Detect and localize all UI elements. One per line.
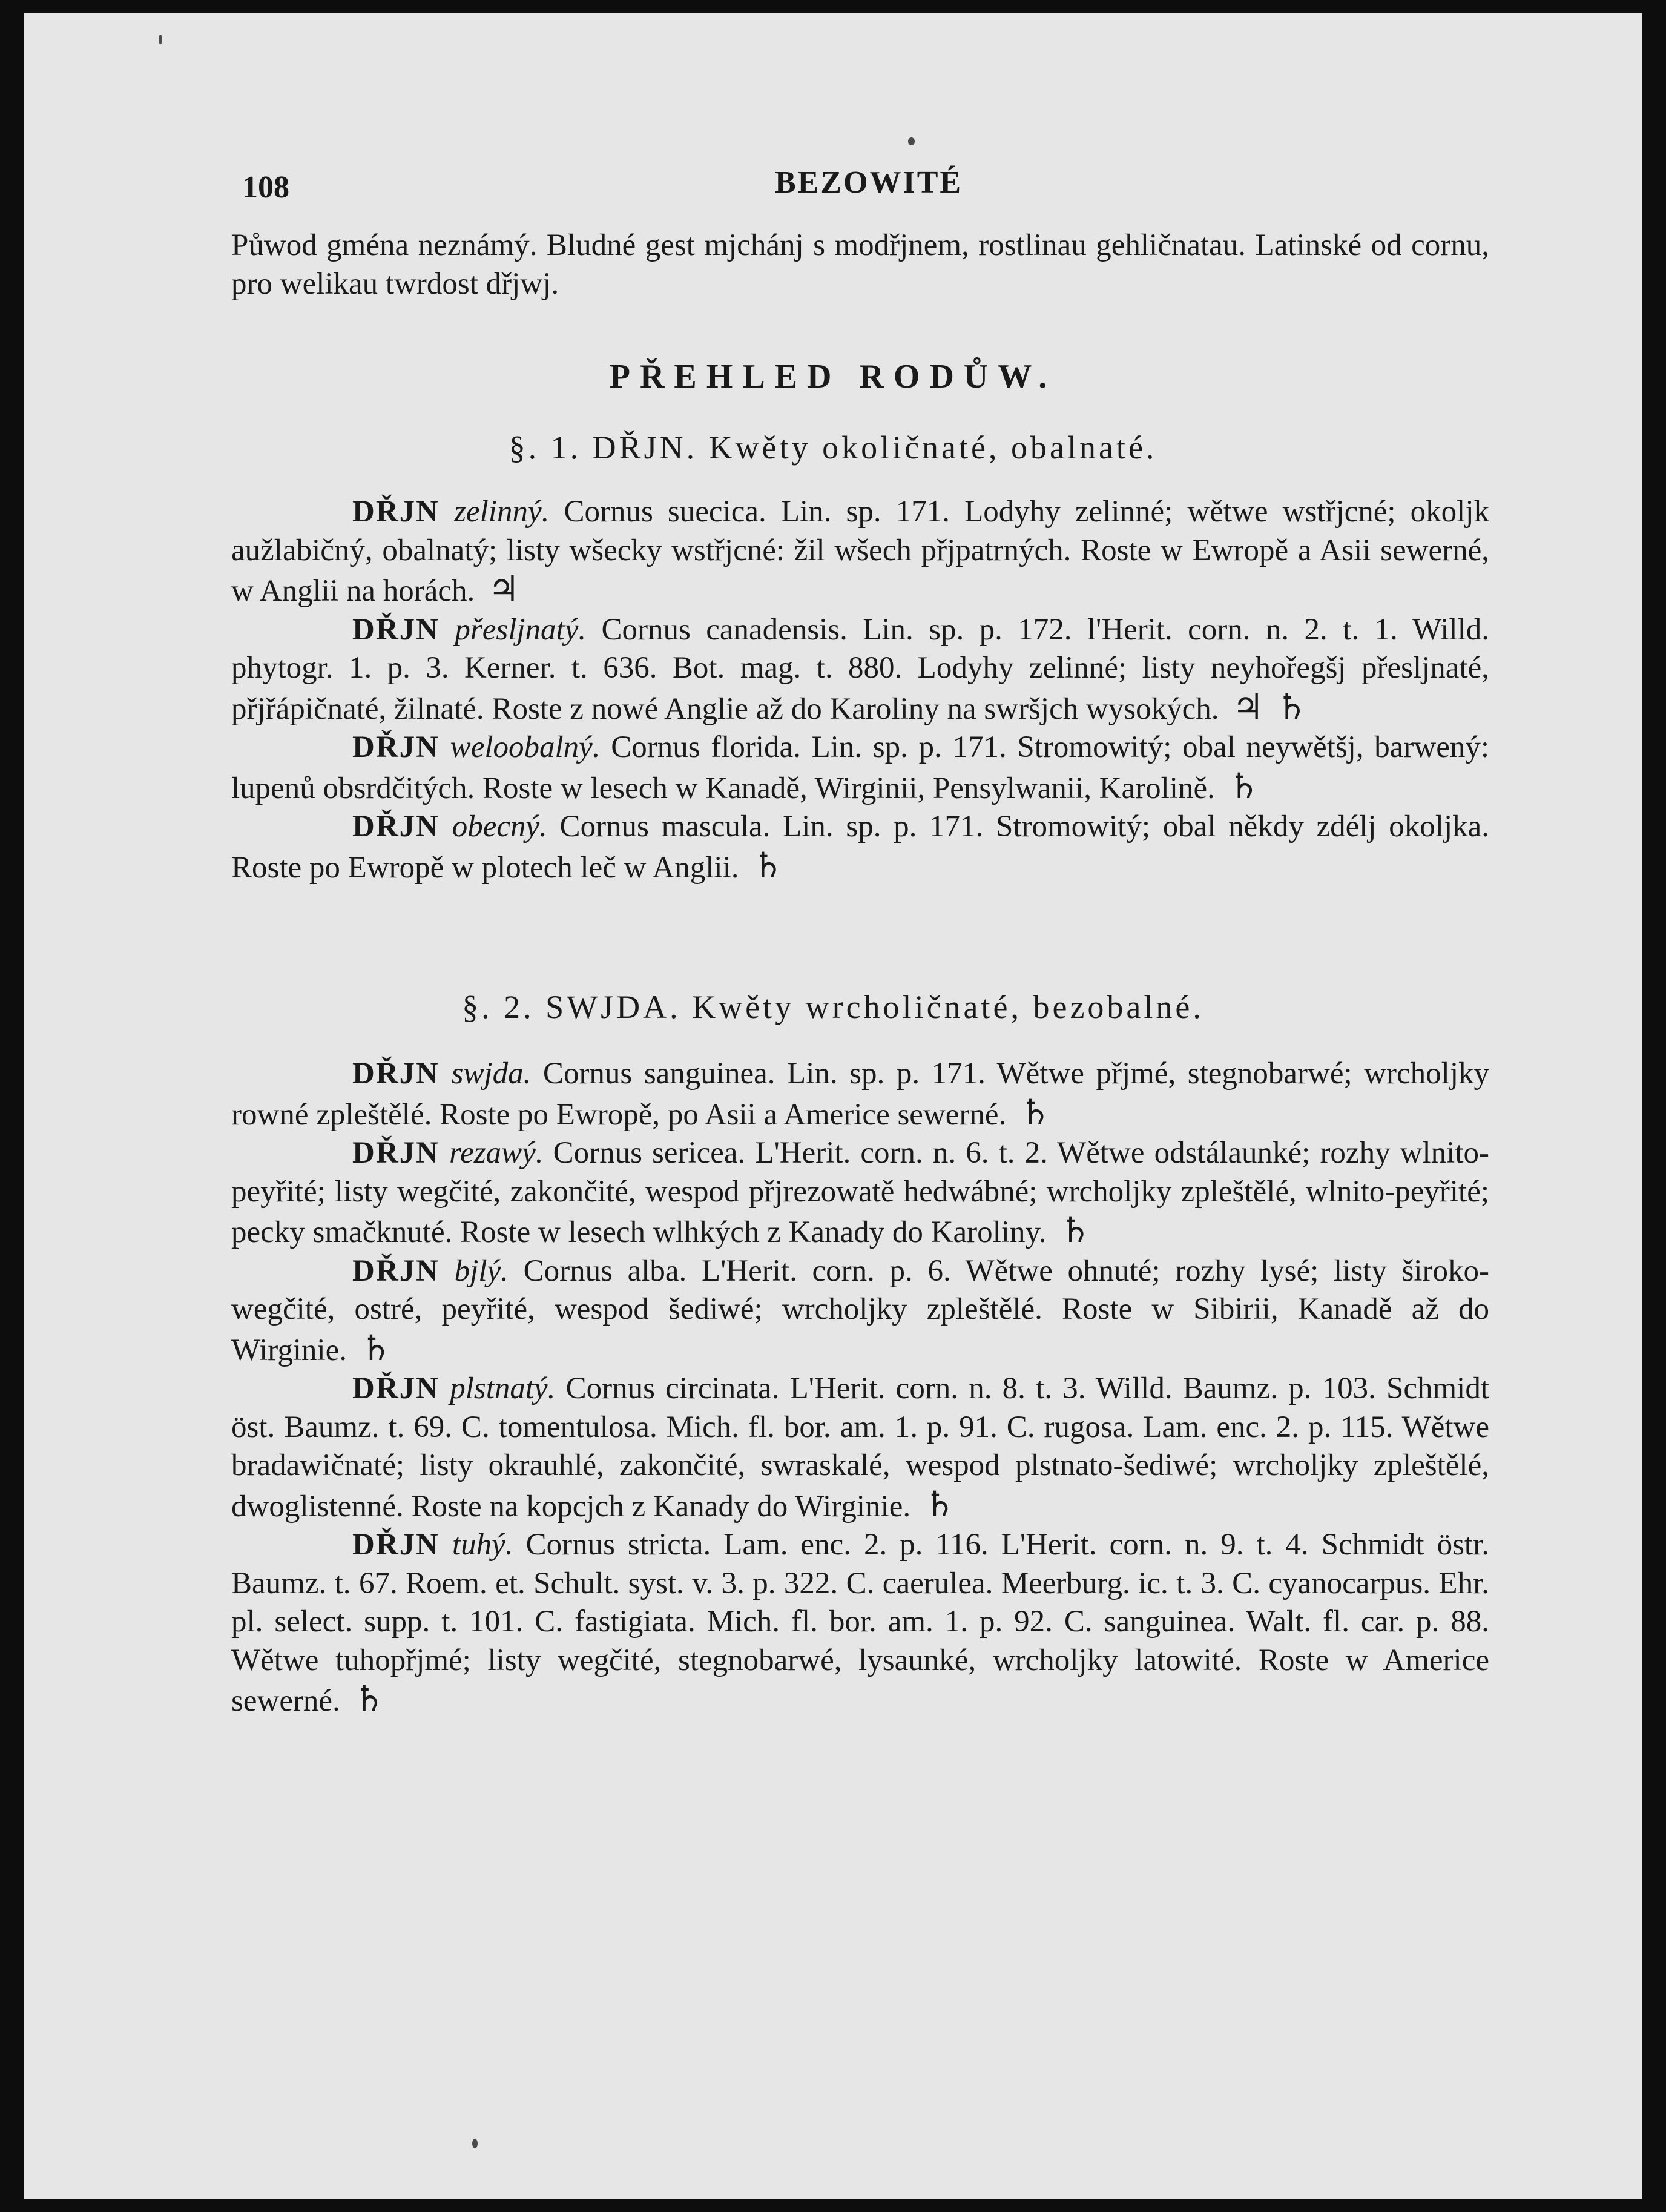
genus-name: DŘJN <box>352 810 440 844</box>
species-entry <box>231 808 1489 887</box>
jupiter-symbol: ♃ <box>488 568 520 609</box>
genus-name: DŘJN <box>352 730 440 764</box>
species-epithet: rezawý. <box>449 1136 544 1170</box>
section-1-entries <box>231 493 1489 887</box>
entry-description: Cornus alba. L'Herit. corn. p. 6. Wětwe ohnuté; rozhy lysé; listy široko-wegčité, ostré, peyřité, wespod šediwé; wrcholjky zpleštělé. Roste w Sibirii, Kanadě až do Wirginie. <box>231 1253 1489 1367</box>
entry-description: Cornus stricta. Lam. enc. 2. p. 116. L'Herit. corn. n. 9. t. 4. Schmidt östr. Baumz. t. 67. Roem. et. Schult. syst. v. 3. p. 322. C. caerulea. Meerburg. ic. t. 3. C. cyanocarpus. Ehr. pl. select. supp. t. 101. C. fastigiata. Mich. fl. bor. am. 1. p. 92. C. sanguinea. Walt. fl. car. p. 88. Wětwe tuhopřjmé; listy wegčité, stegnobarwé, lysaunké, wrcholjky latowité. Roste w Americe sewerné. <box>231 1528 1490 1718</box>
scan-speck <box>908 137 915 145</box>
entry-description: Cornus sanguinea. Lin. sp. p. 171. Wětwe přjmé, stegnobarwé; wrcholjky rowné zpleštělé. Roste po Ewropě, po Asii a Americe sewerné. <box>231 1057 1490 1132</box>
species-entry <box>231 1526 1489 1721</box>
saturn-symbol: ♄ <box>924 1483 956 1525</box>
species-entry <box>231 1055 1489 1134</box>
species-entry <box>231 1134 1489 1252</box>
species-epithet: tuhý. <box>452 1528 513 1562</box>
species-entry <box>231 728 1489 808</box>
running-title: BEZOWITÉ <box>775 165 963 200</box>
saturn-symbol: ♄ <box>1059 1209 1091 1250</box>
genus-name: DŘJN <box>352 1253 440 1288</box>
species-epithet: obecný. <box>452 810 547 844</box>
entry-description: Cornus florida. Lin. sp. p. 171. Stromowitý; obal neywětšj, barwený: lupenů obsrdčitých. Roste w lesech w Kanadě, Wirginii, Pensylwanii, Karolině. <box>231 730 1490 805</box>
jupiter-saturn-symbols: ♃ ♄ <box>1232 685 1308 727</box>
genus-name: DŘJN <box>352 612 440 647</box>
section-2-entries <box>231 1055 1489 1721</box>
saturn-symbol: ♄ <box>1228 765 1260 807</box>
species-entry <box>231 493 1489 611</box>
species-entry <box>231 1370 1489 1526</box>
genus-name: DŘJN <box>352 1057 440 1091</box>
genus-name: DŘJN <box>352 1372 440 1405</box>
species-entry <box>231 1252 1489 1370</box>
scan-speck <box>472 2139 478 2148</box>
entry-description: Cornus sericea. L'Herit. corn. n. 6. t. 2. Wětwe odstálaunké; rozhy wlnito-peyřité; listy wegčité, zakončité, wespod přjrezowatě hedwábné; wrcholjky zpleštělé, wlnito-peyřité; pecky smačknuté. Roste w lesech wlhkých z Kanady do Karoliny. <box>231 1136 1489 1249</box>
scan-speck <box>159 35 162 44</box>
genus-name: DŘJN <box>352 1528 440 1562</box>
saturn-symbol: ♄ <box>752 844 784 886</box>
species-entry <box>231 611 1489 729</box>
section-heading: §. 1. DŘJN. Kwěty okoličnaté, obalnaté. <box>509 429 1157 466</box>
section-heading: §. 2. SWJDA. Kwěty wrcholičnaté, bezobalné. <box>462 989 1204 1025</box>
saturn-symbol: ♄ <box>360 1327 392 1368</box>
entry-description: Cornus circinata. L'Herit. corn. n. 8. t. 3. Willd. Baumz. p. 103. Schmidt öst. Baumz. t. 69. C. tomentulosa. Mich. fl. bor. am. 1. p. 91. C. rugosa. Lam. enc. 2. p. 115. Wětwe bradawičnaté; listy okrauhlé, zakončité, swraskalé, wespod plstnato-šediwé; wrcholjky zpleštělé, dwoglistenné. Roste na kopcjch z Kanady do Wirginie. <box>231 1372 1490 1524</box>
overview-heading: PŘEHLED RODŮW. <box>609 358 1057 395</box>
species-epithet: plstnatý. <box>450 1372 556 1405</box>
saturn-symbol: ♄ <box>353 1678 385 1719</box>
species-epithet: zelinný. <box>454 495 550 529</box>
scanned-page <box>24 13 1642 2199</box>
entry-description: Cornus canadensis. Lin. sp. p. 172. l'Herit. corn. n. 2. t. 1. Willd. phytogr. 1. p. 3. Kerner. t. 636. Bot. mag. t. 880. Lodyhy zelinné; listy neyhořegšj přesljnaté, přjřápičnaté, žilnaté. Roste z nowé Anglie až do Karoliny na swršjch wysokých. <box>231 612 1490 726</box>
species-epithet: weloobalný. <box>450 730 601 764</box>
genus-name: DŘJN <box>352 495 440 529</box>
species-epithet: bjlý. <box>454 1253 509 1288</box>
entry-description: Cornus suecica. Lin. sp. 171. Lodyhy zelinné; wětwe wstřjcné; okoljk aužlabičný, obalnatý; listy wšecky wstřjcné: žil wšech přjpatrných. Roste w Ewropě a Asii sewerné, w Anglii na horách. <box>231 495 1490 608</box>
intro-paragraph: Půwod gména neznámý. Bludné gest mjchánj s modřjnem, rostlinau gehličnatau. Latinské od cornu, pro welikau twrdost dřjwj. <box>231 228 1489 301</box>
page-number: 108 <box>242 170 289 205</box>
genus-name: DŘJN <box>352 1136 440 1170</box>
species-epithet: swjda. <box>451 1057 532 1091</box>
saturn-symbol: ♄ <box>1019 1091 1052 1133</box>
species-epithet: přesljnatý. <box>455 612 587 647</box>
entry-description: Cornus mascula. Lin. sp. p. 171. Stromowitý; obal někdy zdélj okoljka. Roste po Ewropě w plotech leč w Anglii. <box>231 810 1490 885</box>
